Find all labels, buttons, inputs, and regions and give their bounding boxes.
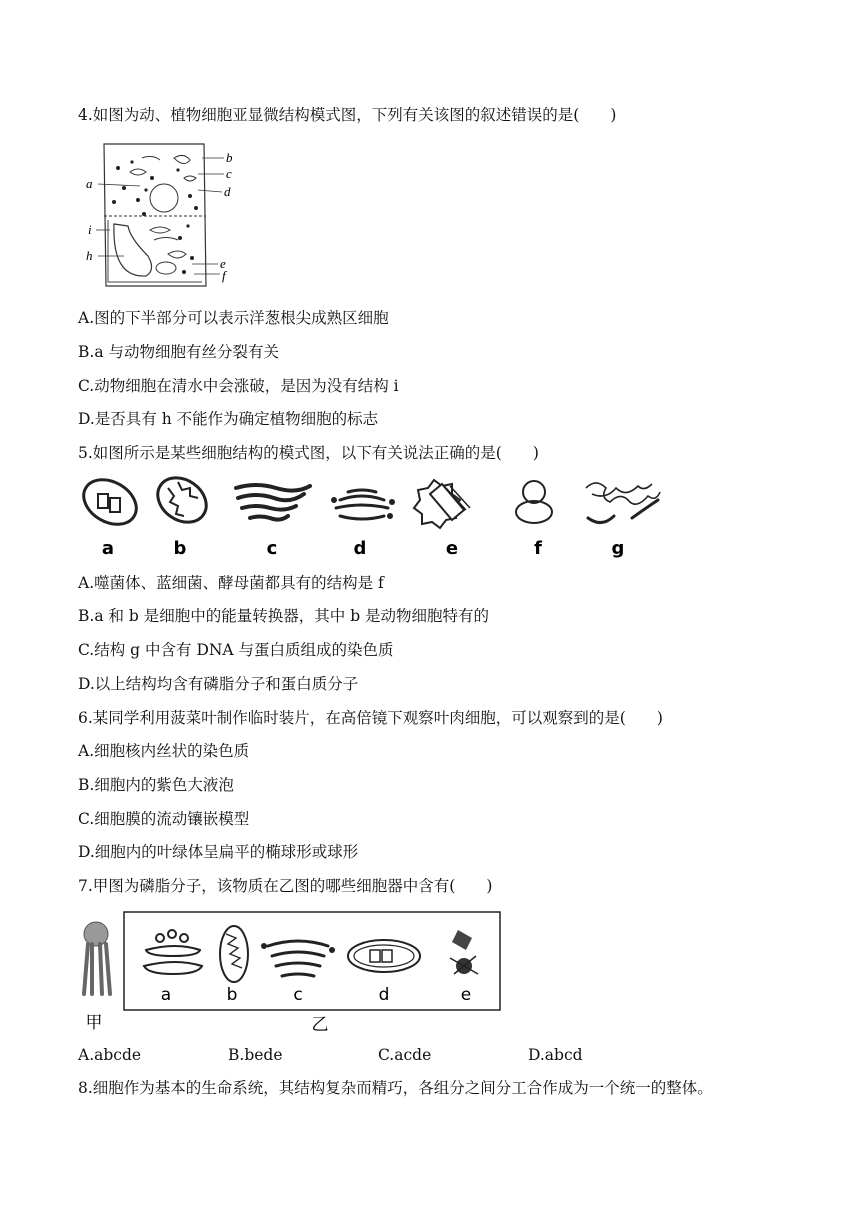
q7-label-e: e: [460, 985, 472, 1005]
q5-label-c: c: [266, 538, 278, 559]
q7-label-jia: 甲: [85, 1013, 103, 1033]
q5-label-d: d: [353, 538, 367, 559]
q6-stem: 6.某同学利用菠菜叶制作临时装片，在高倍镜下观察叶肉细胞，可以观察到的是( ): [78, 709, 663, 727]
q5-label-f: f: [534, 538, 542, 559]
q6-option-a: A.细胞核内丝状的染色质: [78, 742, 250, 760]
q7-label-c: c: [293, 985, 303, 1005]
q5-label-a: a: [101, 538, 115, 559]
q5-option-b: B.a 和 b 是细胞中的能量转换器，其中 b 是动物细胞特有的: [78, 607, 490, 625]
q4-cell-figure: [84, 138, 244, 298]
q7-stem: 7.甲图为磷脂分子，该物质在乙图的哪些细胞器中含有( ): [78, 877, 493, 895]
q4-label-e: e: [220, 256, 226, 271]
q7-option-a: A.abcde: [78, 1046, 142, 1064]
q5-option-c: C.结构 g 中含有 DNA 与蛋白质组成的染色质: [78, 641, 394, 659]
q7-label-d: d: [378, 985, 390, 1005]
q4-label-d: d: [224, 184, 231, 199]
q7-figure: [78, 910, 508, 1038]
q4-option-d: D.是否具有 h 不能作为确定植物细胞的标志: [78, 410, 379, 428]
q4-label-a: a: [86, 176, 93, 191]
q5-stem: 5.如图所示是某些细胞结构的模式图，以下有关说法正确的是( ): [78, 444, 539, 462]
q5-label-e: e: [445, 538, 459, 559]
q7-label-yi: 乙: [311, 1015, 329, 1035]
q5-option-a: A.噬菌体、蓝细菌、酵母菌都具有的结构是 f: [78, 574, 384, 592]
q6-option-c: C.细胞膜的流动镶嵌模型: [78, 810, 250, 828]
q4-label-b: b: [226, 150, 233, 165]
q6-option-d: D.细胞内的叶绿体呈扁平的椭球形或球形: [78, 843, 359, 861]
q5-label-g: g: [611, 538, 625, 559]
q5-option-d: D.以上结构均含有磷脂分子和蛋白质分子: [78, 675, 359, 693]
q4-label-f: f: [222, 268, 226, 283]
q7-option-d: D.abcd: [528, 1046, 583, 1064]
q8-stem: 8.细胞作为基本的生命系统，其结构复杂而精巧，各组分之间分工合作成为一个统一的整体。: [78, 1079, 713, 1097]
q7-option-c: C.acde: [378, 1046, 432, 1064]
q7-options: [78, 1045, 678, 1065]
q6-option-b: B.细胞内的紫色大液泡: [78, 776, 234, 794]
q7-option-b: B.bede: [228, 1046, 283, 1064]
q5-label-b: b: [173, 538, 187, 559]
q5-organelles-figure: [78, 474, 678, 564]
q4-stem: 4.如图为动、植物细胞亚显微结构模式图，下列有关该图的叙述错误的是( ): [78, 106, 617, 124]
q7-label-a: a: [160, 985, 172, 1005]
q7-label-b: b: [226, 985, 238, 1005]
q4-label-c: c: [226, 166, 232, 181]
q4-option-a: A.图的下半部分可以表示洋葱根尖成熟区细胞: [78, 309, 389, 327]
q4-label-i: i: [88, 222, 92, 237]
q4-option-c: C.动物细胞在清水中会涨破，是因为没有结构 i: [78, 377, 399, 395]
q4-label-h: h: [86, 248, 93, 263]
q4-option-b: B.a 与动物细胞有丝分裂有关: [78, 343, 279, 361]
